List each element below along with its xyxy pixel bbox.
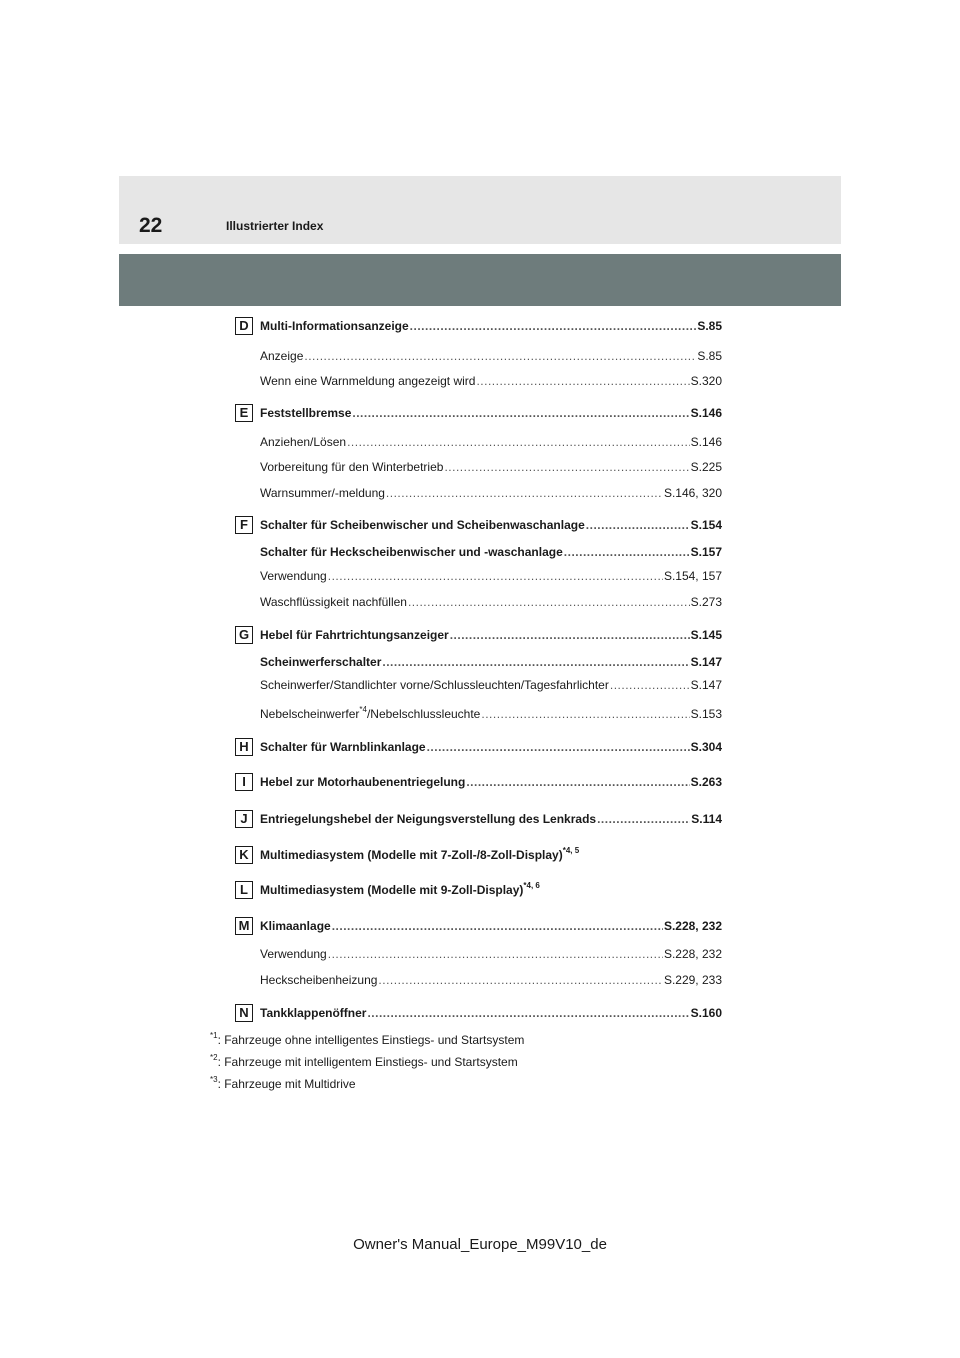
leader-dots — [408, 594, 690, 610]
page-reference[interactable]: S.147 — [690, 655, 722, 669]
footnote — [210, 1054, 518, 1070]
index-entry-sub[interactable] — [260, 594, 722, 610]
page-reference[interactable]: S.263 — [690, 775, 722, 789]
index-entry-main[interactable] — [260, 627, 722, 643]
footnote-mark: *2 — [210, 1053, 218, 1062]
page-reference[interactable]: S.157 — [690, 545, 722, 559]
leader-dots — [444, 459, 689, 475]
index-entry-sub[interactable] — [260, 485, 722, 501]
index-entry-sub[interactable] — [260, 677, 722, 693]
index-entry-main[interactable] — [260, 882, 722, 898]
page-reference[interactable]: S.153 — [690, 707, 722, 721]
leader-dots — [410, 318, 697, 334]
leader-dots — [328, 946, 663, 962]
section-letter-badge: I — [235, 773, 253, 791]
index-entry-sub[interactable] — [260, 348, 722, 364]
index-entry-main[interactable] — [260, 739, 722, 755]
entry-label: Vorbereitung für den Winterbetrieb — [260, 460, 444, 474]
footnote-ref: *4, 5 — [562, 846, 580, 855]
page-reference[interactable]: S.160 — [690, 1006, 722, 1020]
index-entry-sub[interactable] — [260, 946, 722, 962]
entry-label: Multi-Informationsanzeige — [260, 319, 409, 333]
entry-label: Anzeige — [260, 349, 304, 363]
leader-dots — [386, 485, 663, 501]
entry-label: Nebelscheinwerfer$^{*4}$/Nebelschlussleuchte — [260, 705, 481, 721]
leader-dots — [347, 434, 690, 450]
leader-dots — [382, 654, 689, 670]
entry-label: Warnsummer/-meldung — [260, 486, 385, 500]
footnote — [210, 1032, 524, 1048]
entry-label: Feststellbremse — [260, 406, 352, 420]
leader-dots — [378, 972, 663, 988]
entry-label: Multimediasystem (Modelle mit 7-Zoll-/8-Zoll-Display)$^{*4, 5}$ — [260, 846, 580, 862]
page-reference[interactable]: S.147 — [690, 678, 722, 692]
entry-label: Scheinwerferschalter — [260, 655, 382, 669]
leader-dots — [427, 739, 690, 755]
leader-dots — [367, 1005, 689, 1021]
document-footer: Owner's Manual_Europe_M99V10_de — [353, 1236, 607, 1253]
entry-label: Hebel für Fahrtrichtungsanzeiger — [260, 628, 449, 642]
section-letter-badge: M — [235, 917, 253, 935]
page-reference[interactable]: S.146, 320 — [663, 486, 722, 500]
page-reference[interactable]: S.228, 232 — [663, 947, 722, 961]
footnote-text: : Fahrzeuge mit Multidrive — [217, 1077, 356, 1091]
entry-label: Hebel zur Motorhaubenentriegelung — [260, 775, 466, 789]
page-reference[interactable]: S.114 — [691, 812, 722, 826]
leader-dots — [586, 517, 690, 533]
index-entry-main[interactable] — [260, 774, 722, 790]
page-reference[interactable]: S.229, 233 — [663, 973, 722, 987]
footnote-text: : Fahrzeuge mit intelligentem Einstiegs- und Startsystem — [217, 1055, 518, 1069]
page-reference[interactable]: S.146 — [690, 406, 722, 420]
leader-dots — [328, 568, 663, 584]
index-entry-sub[interactable] — [260, 373, 722, 389]
footnote-mark: *3 — [210, 1075, 218, 1084]
page-reference[interactable]: S.154, 157 — [663, 569, 722, 583]
leader-dots — [466, 774, 689, 790]
entry-label: Anziehen/Lösen — [260, 435, 347, 449]
entry-label: Scheinwerfer/Standlichter vorne/Schlussleuchten/Tagesfahrlichter — [260, 678, 609, 692]
entry-label: Tankklappenöffner — [260, 1006, 367, 1020]
footnote-ref: *4 — [359, 705, 367, 714]
index-entry-main[interactable] — [260, 847, 722, 863]
leader-dots — [352, 405, 689, 421]
page-reference[interactable]: S.85 — [697, 319, 722, 333]
section-letter-badge: D — [235, 317, 253, 335]
entry-label: Wenn eine Warnmeldung angezeigt wird — [260, 374, 476, 388]
index-entry-main[interactable] — [260, 811, 722, 827]
entry-label: Schalter für Warnblinkanlage — [260, 740, 426, 754]
page-reference[interactable]: S.320 — [690, 374, 722, 388]
leader-dots — [476, 373, 689, 389]
leader-dots — [450, 627, 690, 643]
page-reference[interactable]: S.145 — [690, 628, 722, 642]
section-letter-badge: G — [235, 626, 253, 644]
entry-label: Verwendung — [260, 569, 327, 583]
entry-label: Multimediasystem (Modelle mit 9-Zoll-Display)$^{*4, 6}$ — [260, 881, 540, 897]
leader-dots — [332, 918, 663, 934]
page-reference[interactable]: S.228, 232 — [663, 919, 722, 933]
leader-dots — [597, 811, 690, 827]
entry-label: Heckscheibenheizung — [260, 973, 378, 987]
section-letter-badge: K — [235, 846, 253, 864]
section-letter-badge: E — [235, 404, 253, 422]
index-entry-main[interactable] — [260, 517, 722, 533]
index-entry-sub[interactable] — [260, 459, 722, 475]
section-title: Illustrierter Index — [226, 219, 324, 233]
footnote — [210, 1076, 356, 1092]
entry-label: Entriegelungshebel der Neigungsverstellung des Lenkrads — [260, 812, 597, 826]
index-entry-sub[interactable] — [260, 434, 722, 450]
leader-dots — [610, 677, 690, 693]
page-reference[interactable]: S.225 — [690, 460, 722, 474]
leader-dots — [481, 706, 689, 722]
index-entry-sub[interactable] — [260, 706, 722, 722]
section-letter-badge: L — [235, 881, 253, 899]
page-reference[interactable]: S.273 — [690, 595, 722, 609]
section-letter-badge: N — [235, 1004, 253, 1022]
index-entry-main[interactable] — [260, 405, 722, 421]
index-entry-sub[interactable] — [260, 568, 722, 584]
leader-dots — [304, 348, 696, 364]
section-letter-badge: F — [235, 516, 253, 534]
entry-label: Klimaanlage — [260, 919, 331, 933]
leader-dots — [564, 544, 690, 560]
entry-label: Schalter für Scheibenwischer und Scheibenwaschanlage — [260, 518, 585, 532]
page-reference[interactable]: S.146 — [690, 435, 722, 449]
footnote-mark: *1 — [210, 1031, 218, 1040]
footnote-text: : Fahrzeuge ohne intelligentes Einstiegs- und Startsystem — [217, 1033, 525, 1047]
index-entry-main[interactable] — [260, 318, 722, 334]
page-reference[interactable]: S.304 — [690, 740, 722, 754]
section-letter-badge: H — [235, 738, 253, 756]
footnote-ref: *4, 6 — [523, 881, 540, 890]
section-letter-badge: J — [235, 810, 253, 828]
page-number: 22 — [139, 214, 163, 237]
index-entry-main[interactable] — [260, 544, 722, 560]
page-reference[interactable]: S.85 — [697, 349, 722, 363]
entry-label: Waschflüssigkeit nachfüllen — [260, 595, 407, 609]
index-entry-main[interactable] — [260, 918, 722, 934]
entry-label: Schalter für Heckscheibenwischer und -waschanlage — [260, 545, 563, 559]
index-entry-main[interactable] — [260, 1005, 722, 1021]
entry-label: Verwendung — [260, 947, 327, 961]
index-entry-main[interactable] — [260, 654, 722, 670]
page-reference[interactable]: S.154 — [690, 518, 722, 532]
index-entry-sub[interactable] — [260, 972, 722, 988]
